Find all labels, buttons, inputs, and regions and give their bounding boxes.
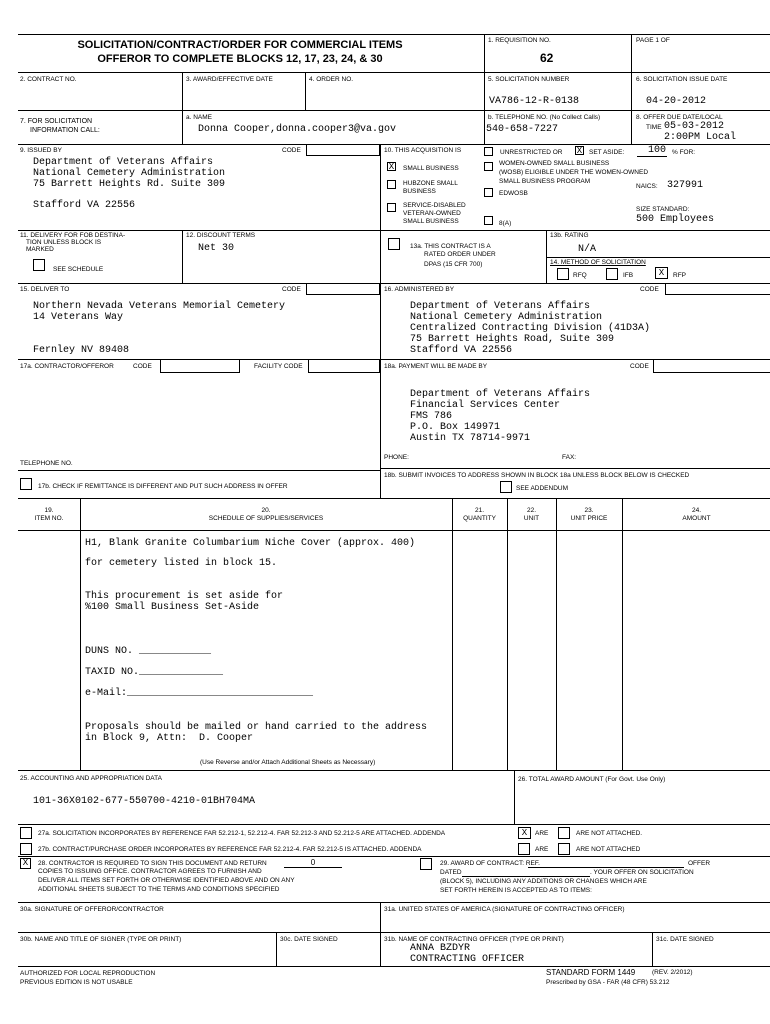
rated-order-label: 13a. THIS CONTRACT IS A (410, 243, 491, 250)
col-schedule-number: 20. (261, 507, 271, 514)
deliver-to-code-label: CODE (282, 286, 301, 293)
administered-by-line-2: National Cemetery Administration (410, 312, 603, 323)
sdvosb-label-2: VETERAN-OWNED (403, 210, 461, 217)
27b-are-not-label: ARE NOT ATTACHED (576, 846, 641, 853)
contractor-label: 17a. CONTRACTOR/OFFEROR (20, 363, 114, 370)
footer-prescribed-by: Prescribed by GSA - FAR (48 CFR) 53.212 (546, 979, 670, 986)
rating-label: 13b. RATING (550, 232, 589, 239)
27b-are-checkbox[interactable] (518, 843, 530, 855)
see-schedule-checkbox[interactable] (33, 259, 45, 271)
total-award-label: 26. TOTAL AWARD AMOUNT (For Govt. Use Only) (518, 776, 666, 783)
col-unit-number: 22. (526, 507, 537, 514)
sdvosb-label-3: SMALL BUSINESS (403, 218, 459, 225)
issue-date-label: 6. SOLICITATION ISSUE DATE (636, 76, 728, 83)
issued-by-line-3: 75 Barrett Heights Rd. Suite 309 (33, 179, 226, 190)
issued-by-code-field[interactable] (306, 144, 380, 156)
method-of-solicitation-label: 14. METHOD OF SOLICITATION (550, 259, 646, 266)
clause-27b-checkbox[interactable] (20, 843, 32, 855)
contractor-code-field[interactable] (160, 359, 240, 373)
discount-terms-label: 12. DISCOUNT TERMS (186, 232, 256, 239)
officer-date-signed-label: 31c. DATE SIGNED (656, 936, 714, 943)
administered-by-code-label: CODE (640, 286, 659, 293)
clause-29-dated-label: DATED (440, 869, 462, 876)
see-schedule-label: SEE SCHEDULE (53, 266, 104, 273)
information-call-label: INFORMATION CALL: (30, 127, 100, 134)
offer-due-label: 8. OFFER DUE DATE/LOCAL (636, 114, 723, 121)
email-field[interactable]: e-Mail:_______________________________ (85, 688, 314, 699)
contact-name: Donna Cooper,donna.cooper3@va.gov (198, 124, 397, 135)
schedule-line: %100 Small Business Set-Aside (85, 602, 260, 613)
ifb-checkbox[interactable] (606, 268, 618, 280)
deliver-to-line-1: Northern Nevada Veterans Memorial Cemetery (33, 301, 286, 312)
27b-are-label: ARE (535, 846, 549, 853)
clause-27a-checkbox[interactable] (20, 827, 32, 839)
see-addendum-checkbox[interactable] (500, 481, 512, 493)
facility-code-field[interactable] (308, 359, 380, 373)
col-unit: UNIT (523, 515, 540, 522)
clause-28-checkbox[interactable]: X (20, 858, 31, 869)
submit-invoices-label: 18b. SUBMIT INVOICES TO ADDRESS SHOWN IN BLOCK 18a UNLESS BLOCK BELOW IS CHECKED (384, 472, 690, 479)
rfq-checkbox[interactable] (557, 268, 569, 280)
hubzone-label: HUBZONE SMALL (403, 180, 458, 187)
hubzone-checkbox[interactable] (387, 180, 396, 189)
col-amount: AMOUNT (682, 515, 711, 522)
payment-fax-label: FAX: (562, 454, 577, 461)
award-date-label: 3. AWARD/EFFECTIVE DATE (186, 76, 273, 83)
schedule-line: This procurement is set aside for (85, 591, 284, 602)
accounting-value: 101-36X0102-677-550700-4210-01BH704MA (33, 796, 256, 807)
set-aside-checkbox[interactable]: X (576, 146, 583, 156)
acquisition-label: 10. THIS ACQUISITION IS (384, 147, 462, 154)
footer-previous-edition: PREVIOUS EDITION IS NOT USABLE (20, 979, 133, 986)
clause-28-label-4: ADDITIONAL SHEETS SUBJECT TO THE TERMS AND CONDITIONS SPECIFIED (38, 886, 280, 893)
clause-29-label-5: SET FORTH HEREIN IS ACCEPTED AS TO ITEMS: (440, 887, 592, 894)
time-label: TIME (646, 124, 662, 131)
clause-28-label-3: DELIVER ALL ITEMS SET FORTH OR OTHERWISE IDENTIFIED ABOVE AND ON ANY (38, 877, 295, 884)
naics-value: 327991 (667, 180, 704, 191)
solicitation-number-label: 5. SOLICITATION NUMBER (488, 76, 570, 83)
payment-label: 18a. PAYMENT WILL BE MADE BY (384, 363, 488, 370)
col-item-no-number: 19. (44, 507, 54, 514)
rfp-checkbox[interactable]: X (655, 267, 668, 279)
size-standard-value: 500 Employees (636, 214, 715, 225)
discount-terms-value: Net 30 (198, 243, 235, 254)
facility-code-label: FACILITY CODE (254, 363, 303, 370)
contract-no-label: 2. CONTRACT NO. (20, 76, 77, 83)
name-label: a. NAME (186, 114, 213, 121)
offer-due-date: 05-03-2012 (664, 121, 725, 132)
27a-are-checkbox[interactable]: X (518, 827, 531, 839)
order-no-label: 4. ORDER NO. (309, 76, 354, 83)
wosb-label: WOMEN-OWNED SMALL BUSINESS (499, 160, 610, 167)
signature-officer-label: 31a. UNITED STATES OF AMERICA (SIGNATURE OF CONTRACTING OFFICER) (384, 906, 625, 913)
duns-field[interactable]: DUNS NO. ____________ (85, 646, 212, 657)
small-business-checkbox[interactable]: X (388, 162, 395, 172)
offer-due-time: 2:00PM Local (664, 132, 737, 143)
col-item-no: ITEM NO. (34, 515, 64, 522)
payment-phone-label: PHONE: (384, 454, 409, 461)
schedule-note: (Use Reverse and/or Attach Additional Sheets as Necessary) (200, 759, 376, 766)
small-business-label: SMALL BUSINESS (403, 165, 459, 172)
rated-order-checkbox[interactable] (388, 238, 400, 250)
requisition-value: 62 (540, 51, 554, 65)
clause-27b-label: 27b. CONTRACT/PURCHASE ORDER INCORPORATES BY REFERENCE FAR 52.212-4. FAR 52.212-5 IS ATTACHED. ADDENDA (38, 846, 422, 853)
signature-offeror-label: 30a. SIGNATURE OF OFFEROR/CONTRACTOR (20, 906, 164, 913)
27b-are-not-checkbox[interactable] (558, 843, 570, 855)
col-schedule: SCHEDULE OF SUPPLIES/SERVICES (208, 515, 324, 522)
schedule-line: H1, Blank Granite Columbarium Niche Cover (approx. 400) (85, 538, 416, 549)
clause-28-label: 28. CONTRACTOR IS REQUIRED TO SIGN THIS DOCUMENT AND RETURN (38, 860, 267, 867)
issue-date: 04-20-2012 (646, 96, 707, 107)
footer-form-number: STANDARD FORM 1449 (546, 968, 636, 977)
set-aside-percent: 100 (648, 145, 667, 156)
officer-name: ANNA BZDYR (410, 943, 471, 954)
wosb-label-2: (WOSB) ELIGIBLE UNDER THE WOMEN-OWNED (499, 169, 649, 176)
requisition-label: 1. REQUISITION NO. (488, 37, 551, 44)
unrestricted-checkbox[interactable] (484, 147, 493, 156)
deliver-to-code-field[interactable] (306, 283, 380, 295)
issued-by-line-5: Stafford VA 22556 (33, 200, 136, 211)
officer-name-label: 31b. NAME OF CONTRACTING OFFICER (TYPE OR PRINT) (384, 936, 564, 943)
schedule-line: Proposals should be mailed or hand carried to the address (85, 722, 428, 733)
rated-order-label-3: DPAS (15 CFR 700) (424, 261, 483, 268)
payment-code-field[interactable] (653, 359, 770, 373)
form-title-line1: SOLICITATION/CONTRACT/ORDER FOR COMMERCIAL ITEMS (77, 39, 403, 51)
set-aside-label: SET ASIDE: (589, 149, 625, 156)
sdvosb-label: SERVICE-DISABLED (403, 202, 466, 209)
footer-revision: (REV. 2/2012) (652, 969, 693, 976)
clause-29-label-4: (BLOCK 5), INCLUDING ANY ADDITIONS OR CHANGES WHICH ARE (440, 878, 647, 885)
unrestricted-label: UNRESTRICTED OR (500, 149, 563, 156)
clause-29-label: 29. AWARD OF CONTRACT: REF. (440, 860, 540, 867)
eight-a-checkbox[interactable] (484, 216, 493, 225)
administered-by-label: 16. ADMINISTERED BY (384, 286, 455, 293)
administered-by-line-3: Centralized Contracting Division (41D3A) (410, 323, 651, 334)
clause-29-label-3: . YOUR OFFER ON SOLICITATION (590, 869, 694, 876)
issued-by-label: 9. ISSUED BY (20, 147, 62, 154)
deliver-to-line-2: 14 Veterans Way (33, 312, 124, 323)
officer-title: CONTRACTING OFFICER (410, 954, 525, 965)
schedule-line: for cemetery listed in block 15. (85, 558, 278, 569)
deliver-to-line-5: Fernley NV 89408 (33, 345, 130, 356)
administered-by-line-4: 75 Barrett Heights Road, Suite 309 (410, 334, 615, 345)
schedule-line: in Block 9, Attn: D. Cooper (85, 733, 254, 744)
wosb-label-3: SMALL BUSINESS PROGRAM (499, 178, 591, 185)
27a-are-not-label: ARE NOT ATTACHED. (576, 830, 643, 837)
col-unit-price: UNIT PRICE (570, 515, 608, 522)
27a-are-label: ARE (535, 830, 549, 837)
size-standard-label: SIZE STANDARD: (636, 206, 690, 213)
payment-line-3: FMS 786 (410, 411, 453, 422)
edwosb-label: EDWOSB (499, 190, 528, 197)
signer-name-label: 30b. NAME AND TITLE OF SIGNER (TYPE OR PRINT) (20, 936, 182, 943)
telephone-label: b. TELEPHONE NO. (No Collect Calls) (488, 114, 601, 121)
telephone-value: 540-658-7227 (486, 124, 559, 135)
issued-by-code-label: CODE (282, 147, 301, 154)
rating-value: N/A (578, 244, 597, 255)
27a-are-not-checkbox[interactable] (558, 827, 570, 839)
rfq-label: RFQ (573, 272, 587, 279)
deliver-to-label: 15. DELIVER TO (20, 286, 70, 293)
accounting-label: 25. ACCOUNTING AND APPROPRIATION DATA (20, 775, 162, 782)
remittance-checkbox[interactable] (20, 478, 32, 490)
remittance-label: 17b. CHECK IF REMITTANCE IS DIFFERENT AND PUT SUCH ADDRESS IN OFFER (38, 483, 288, 490)
offeror-date-signed-label: 30c. DATE SIGNED (280, 936, 338, 943)
taxid-field[interactable]: TAXID NO.______________ (85, 667, 224, 678)
naics-label: NAICS: (636, 183, 658, 190)
col-amount-number: 24. (691, 507, 702, 514)
issued-by-line-2: National Cemetery Administration (33, 168, 226, 179)
wosb-checkbox[interactable] (484, 162, 493, 171)
issued-by-line-1: Department of Veterans Affairs (33, 157, 214, 168)
contractor-code-label: CODE (133, 363, 152, 370)
clause-27a-label: 27a. SOLICITATION INCORPORATES BY REFERENCE FAR 52.212-1, 52.212-4. FAR 52.212-3 AND 52.212-5 ARE ATTACHED. ADDENDA (38, 830, 446, 837)
col-quantity: QUANTITY (463, 515, 496, 522)
clause-28-label-2: COPIES TO ISSUING OFFICE. CONTRACTOR AGREES TO FURNISH AND (38, 868, 262, 875)
top-rule (18, 34, 770, 35)
payment-line-1: Department of Veterans Affairs (410, 389, 591, 400)
edwosb-checkbox[interactable] (484, 188, 493, 197)
administered-by-line-1: Department of Veterans Affairs (410, 301, 591, 312)
col-quantity-number: 21. (474, 507, 485, 514)
solicitation-number: VA786-12-R-0138 (489, 96, 580, 107)
delivery-label-2: TION UNLESS BLOCK IS (26, 239, 102, 246)
clause-29-checkbox[interactable] (420, 858, 432, 870)
percent-for-label: % FOR: (672, 149, 696, 156)
form-title-line2: OFFEROR TO COMPLETE BLOCKS 12, 17, 23, 24, & 30 (97, 53, 383, 65)
administered-by-line-5: Stafford VA 22556 (410, 345, 513, 356)
ifb-label: IFB (623, 272, 634, 279)
delivery-label: 11. DELIVERY FOR FOB DESTINA- (20, 232, 126, 239)
payment-line-2: Financial Services Center (410, 400, 561, 411)
eight-a-label: 8(A) (499, 220, 512, 227)
payment-code-label: CODE (630, 363, 649, 370)
rated-order-label-2: RATED ORDER UNDER (424, 251, 496, 258)
hubzone-label-2: BUSINESS (403, 188, 436, 195)
footer-authorized: AUTHORIZED FOR LOCAL REPRODUCTION (20, 970, 156, 977)
copies-count-field[interactable]: 0 (284, 858, 342, 868)
sdvosb-checkbox[interactable] (387, 203, 396, 212)
col-unit-price-number: 23. (584, 507, 594, 514)
page-label: PAGE 1 OF (636, 37, 670, 44)
see-addendum-label: SEE ADDENDUM (516, 485, 569, 492)
administered-by-code-field[interactable] (665, 283, 770, 295)
payment-line-5: Austin TX 78714-9971 (410, 433, 531, 444)
payment-line-4: P.O. Box 149971 (410, 422, 501, 433)
delivery-label-3: MARKED (26, 246, 54, 253)
rfp-label: RFP (673, 272, 686, 279)
clause-29-offer-label: OFFER (688, 860, 711, 867)
for-solicitation-label: 7. FOR SOLICITATION (20, 118, 93, 125)
contractor-telephone-label: TELEPHONE NO. (20, 460, 73, 467)
